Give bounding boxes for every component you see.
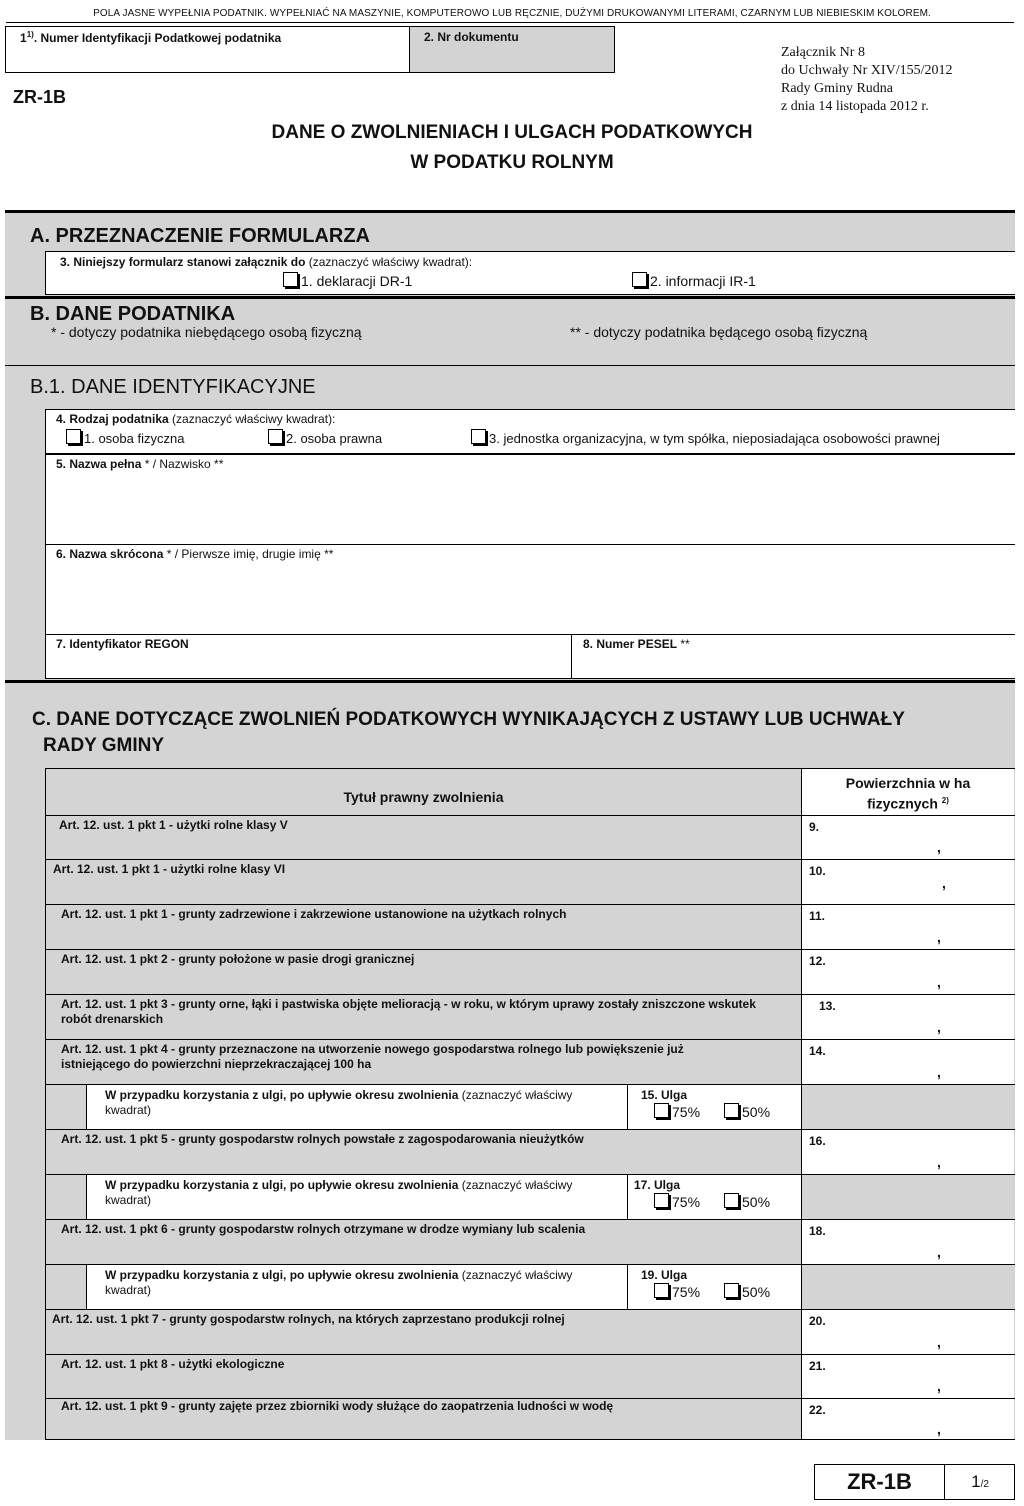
field-3 (45, 251, 1015, 295)
table-row (46, 1354, 1015, 1398)
section-b1 (5, 366, 1015, 680)
relief-option-75[interactable]: 75% (654, 1283, 700, 1300)
section-c-heading-cont: RADY GMINY (43, 735, 165, 756)
exemptions-table (45, 768, 1014, 1440)
relief-row (46, 1264, 1015, 1309)
annex-note (781, 44, 952, 116)
area-field[interactable] (801, 1220, 1014, 1264)
field-number: 12. (809, 954, 826, 968)
section-b (5, 299, 1015, 365)
relief-options (627, 1265, 802, 1309)
row-title: Art. 12. ust. 1 pkt 7 - grunty gospodarstw rolnych, na których zaprzestano produkcji rolnej (52, 1312, 565, 1326)
checkbox[interactable] (66, 429, 81, 444)
relief-options (627, 1085, 802, 1129)
checkbox[interactable] (471, 429, 486, 444)
relief-label: 15. Ulga (641, 1088, 688, 1102)
row-title: Art. 12. ust. 1 pkt 5 - grunty gospodarstw rolnych powstałe z zagospodarowania nieużytków (61, 1132, 584, 1146)
instruction-note: POLA JASNE WYPEŁNIA PODATNIK. WYPEŁNIAĆ NA MASZYNIE, KOMPUTEROWO LUB RĘCZNIE, DUŻYMI DRUKOWANYMI LITERAMI, CZARNYM LUB NIEBIESKIM KOLOREM. (93, 8, 931, 19)
decimal-comma: , (937, 1421, 941, 1437)
table-row (46, 1398, 1015, 1440)
relief-text: W przypadku korzystania z ulgi, po upływie okresu zwolnienia (zaznaczyć właściwy kwadrat) (105, 1178, 573, 1207)
relief-label: 17. Ulga (634, 1178, 681, 1192)
nip-footnote: 1) (26, 30, 34, 39)
decimal-comma: , (937, 1378, 941, 1394)
row-title: Art. 12. ust. 1 pkt 1 - użytki rolne klasy VI (53, 862, 286, 876)
table-row (46, 994, 1015, 1039)
document-number-field (409, 26, 615, 73)
row-title: Art. 12. ust. 1 pkt 9 - grunty zajęte przez zbiorniki wody służące do zaopatrzenia ludności w wodę (61, 1399, 614, 1413)
relief-row (46, 1084, 1015, 1129)
row-title: Art. 12. ust. 1 pkt 4 - grunty przeznaczone na utworzenie nowego gospodarstwa rolnego lub powiększenie już istniejącego do powierzchni nieprzekraczającej 100 ha (61, 1042, 684, 1071)
table-row (46, 1219, 1015, 1264)
option-natural-person[interactable]: 1. osoba fizyczna (66, 429, 184, 446)
field-number: 13. (819, 999, 836, 1013)
page-number: 1/2 (971, 1472, 989, 1491)
table-row (46, 1129, 1015, 1174)
area-field[interactable] (801, 905, 1014, 949)
table-row (46, 815, 1015, 859)
annex-line: do Uchwały Nr XIV/155/2012 (781, 63, 953, 78)
annex-line: Rady Gminy Rudna (781, 81, 893, 96)
field-number: 14. (809, 1044, 826, 1058)
option-ir1[interactable]: 2. informacji IR-1 (632, 272, 756, 289)
column-header-title: Tytuł prawny zwolnienia (343, 789, 504, 805)
note-natural-person: ** - dotyczy podatnika będącego osobą fizyczną (570, 324, 868, 340)
section-b-heading: B. DANE PODATNIKA (30, 303, 236, 325)
option-legal-person[interactable]: 2. osoba prawna (268, 429, 382, 446)
shaded-cell (801, 1265, 1014, 1309)
decimal-comma: , (937, 839, 941, 855)
field-7-label: 7. Identyfikator REGON (56, 637, 189, 651)
page-title: DANE O ZWOLNIENIACH I ULGACH PODATKOWYCH (271, 122, 753, 143)
checkbox[interactable] (724, 1193, 739, 1208)
area-field[interactable] (801, 995, 1014, 1039)
relief-text: W przypadku korzystania z ulgi, po upływie okresu zwolnienia (zaznaczyć właściwy kwadrat) (105, 1268, 573, 1297)
area-field[interactable] (801, 1355, 1014, 1398)
footer-form-code: ZR-1B (815, 1465, 945, 1499)
row-title: Art. 12. ust. 1 pkt 1 - grunty zadrzewione i zakrzewione ustanowione na użytkach rolnych (61, 907, 567, 921)
relief-label: 19. Ulga (641, 1268, 688, 1282)
field-number: 16. (809, 1134, 826, 1148)
decimal-comma: , (937, 1334, 941, 1350)
form-code: ZR-1B (13, 87, 66, 107)
decimal-comma: , (937, 1154, 941, 1170)
relief-option-50[interactable]: 50% (724, 1193, 770, 1210)
checkbox[interactable] (654, 1283, 669, 1298)
field-number: 22. (809, 1403, 826, 1417)
section-b1-heading: B.1. DANE IDENTYFIKACYJNE (30, 376, 316, 398)
field-number: 20. (809, 1314, 826, 1328)
full-name-field[interactable] (45, 454, 1015, 545)
shaded-cell (801, 1175, 1014, 1219)
field-number: 11. (809, 909, 826, 923)
table-header (46, 768, 1015, 815)
regon-field[interactable] (45, 634, 572, 679)
row-title: Art. 12. ust. 1 pkt 1 - użytki rolne klasy V (59, 818, 288, 832)
decimal-comma: , (937, 1244, 941, 1260)
row-title: Art. 12. ust. 1 pkt 2 - grunty położone w pasie drogi granicznej (61, 952, 415, 966)
option-organizational-unit[interactable]: 3. jednostka organizacyjna, w tym spółka, nieposiadająca osobowości prawnej (471, 429, 940, 446)
area-field[interactable] (801, 816, 1014, 859)
field-number: 21. (809, 1359, 826, 1373)
section-a (5, 213, 1015, 297)
field-4-label: 4. Rodzaj podatnika (zaznaczyć właściwy kwadrat): (56, 412, 336, 426)
divider (6, 22, 1014, 23)
document-number-label: 2. Nr dokumentu (424, 30, 519, 44)
shaded-cell (801, 1085, 1014, 1129)
area-field[interactable] (801, 860, 1014, 904)
relief-option-50[interactable]: 50% (724, 1283, 770, 1300)
relief-option-50[interactable]: 50% (724, 1103, 770, 1120)
short-name-field[interactable] (45, 544, 1015, 635)
field-4 (45, 409, 1015, 454)
area-field[interactable] (801, 950, 1014, 994)
checkbox[interactable] (268, 429, 283, 444)
row-title: Art. 12. ust. 1 pkt 8 - użytki ekologiczne (61, 1357, 285, 1371)
decimal-comma: , (937, 974, 941, 990)
field-3-label: 3. Niniejszy formularz stanowi załącznik do (zaznaczyć właściwy kwadrat): (60, 255, 473, 269)
area-field[interactable] (801, 1310, 1014, 1354)
row-title: Art. 12. ust. 1 pkt 3 - grunty orne, łąki i pastwiska objęte melioracją - w roku, w którym uprawy zostały zniszczone wskutek robót drenarskich (61, 997, 756, 1026)
decimal-comma: , (942, 875, 946, 891)
checkbox[interactable] (283, 272, 298, 287)
option-dr1[interactable]: 1. deklaracji DR-1 (283, 272, 412, 289)
relief-box (86, 1174, 801, 1219)
note-legal-person: * - dotyczy podatnika niebędącego osobą fizyczną (51, 324, 362, 340)
nip-field[interactable] (5, 26, 410, 73)
checkbox[interactable] (724, 1103, 739, 1118)
table-row (46, 1309, 1015, 1354)
area-field[interactable] (801, 1130, 1014, 1174)
column-header-area: Powierzchnia w ha fizycznych $^{2)}$ (845, 775, 971, 812)
section-c-heading: C. DANE DOTYCZĄCE ZWOLNIEŃ PODATKOWYCH WYNIKAJĄCYCH Z USTAWY LUB UCHWAŁY (32, 709, 905, 730)
nip-number: 1 (20, 31, 27, 45)
row-title: Art. 12. ust. 1 pkt 6 - grunty gospodarstw rolnych otrzymane w drodze wymiany lub scalenia (61, 1222, 586, 1236)
relief-box (86, 1264, 801, 1309)
table-row (46, 949, 1015, 994)
relief-row (46, 1174, 1015, 1219)
footer-box (814, 1464, 1015, 1500)
nip-label: . Numer Identyfikacji Podatkowej podatnika (33, 31, 282, 45)
relief-text: W przypadku korzystania z ulgi, po upływie okresu zwolnienia (zaznaczyć właściwy kwadrat) (105, 1088, 573, 1117)
field-5-label: 5. Nazwa pełna * / Nazwisko ** (56, 457, 224, 471)
relief-option-75[interactable]: 75% (654, 1193, 700, 1210)
field-number: 18. (809, 1224, 826, 1238)
relief-options (627, 1175, 802, 1219)
annex-line: z dnia 14 listopada 2012 r. (781, 99, 929, 114)
pesel-field[interactable] (571, 634, 1015, 679)
field-6-label: 6. Nazwa skrócona * / Pierwsze imię, drugie imię ** (56, 547, 334, 561)
relief-option-75[interactable]: 75% (654, 1103, 700, 1120)
table-row (46, 859, 1015, 904)
decimal-comma: , (937, 929, 941, 945)
decimal-comma: , (937, 1019, 941, 1035)
field-number: 9. (809, 820, 820, 834)
table-row (46, 1039, 1015, 1084)
checkbox[interactable] (654, 1193, 669, 1208)
section-a-heading: A. PRZEZNACZENIE FORMULARZA (30, 225, 370, 247)
page-subtitle: W PODATKU ROLNYM (410, 152, 614, 173)
area-field[interactable] (801, 1040, 1014, 1084)
relief-box (86, 1084, 801, 1129)
area-field[interactable] (801, 1399, 1014, 1439)
checkbox[interactable] (654, 1103, 669, 1118)
checkbox[interactable] (632, 272, 647, 287)
table-row (46, 904, 1015, 949)
decimal-comma: , (937, 1064, 941, 1080)
column-header-area-cell (801, 769, 1014, 815)
field-number: 10. (809, 864, 826, 878)
field-8-label: 8. Numer PESEL ** (583, 637, 690, 651)
checkbox[interactable] (724, 1283, 739, 1298)
annex-line: Załącznik Nr 8 (781, 45, 865, 60)
